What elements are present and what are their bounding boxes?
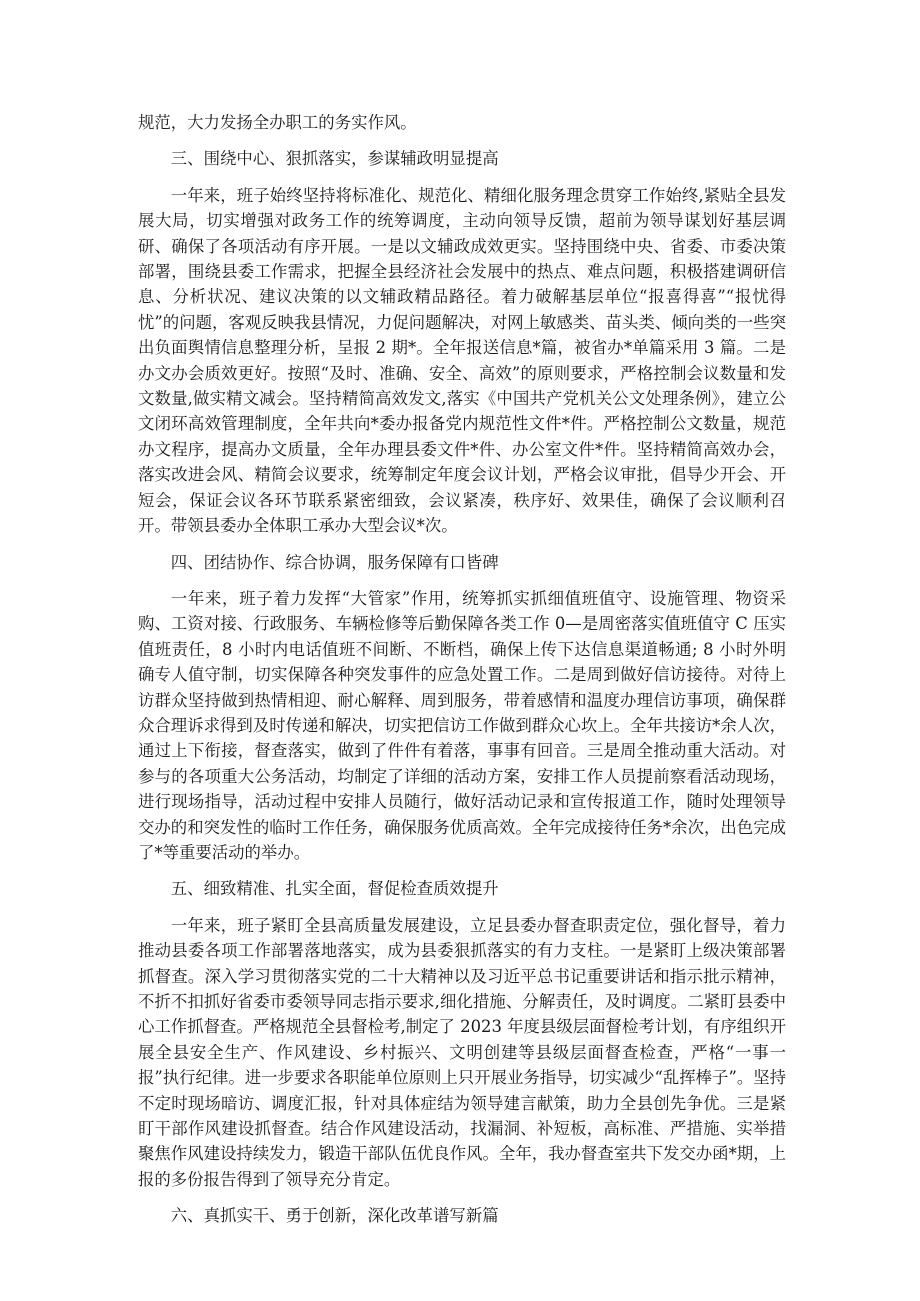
- section-body-5: 一年来，班子紧盯全县高质量发展建设，立足县委办督查职责定位，强化督导，着力推动县委各项工作部署落地落实，成为县委狠抓落实的有力支柱。一是紧盯上级决策部署抓督查。深入学习贯彻落实党的二十大精神以及习近平总书记重要讲话和指示批示精神，不折不扣抓好省委市委领导同志指示要求,细化措施、分解责任，及时调度。二紧盯县委中心工作抓督查。严格规范全县督检考,制定了 2023 年度县级层面督检考计划，有序组织开展全县安全生产、作风建设、乡村振兴、文明创建等县级层面督查检查，严格“一事一报”执行纪律。进一步要求各职能单位原则上只开展业务指导，切实减少“乱挥棒子”。坚持不定时现场暗访、调度汇报，针对具体症结为领导建言献策，助力全县创先争优。三是紧盯干部作风建设抓督查。结合作风建设活动，找漏洞、补短板，高标准、严措施、实举措聚焦作风建设持续发力，锻造干部队伍优良作风。全年，我办督查室共下发交办函*期，上报的多份报告得到了领导充分肯定。: [138, 915, 786, 1189]
- section-heading-4: 四、团结协作、综合协调，服务保障有口皆碑: [170, 552, 499, 572]
- section-heading-5: 五、细致精准、扎实全面，督促检查质效提升: [170, 879, 499, 899]
- section-heading-6: 六、真抓实干、勇于创新，深化改革谱写新篇: [170, 1206, 499, 1226]
- paragraph-continuation: 规范，大力发扬全办职工的务实作风。: [138, 113, 417, 132]
- section-body-4: 一年来，班子着力发挥“大管家”作用，统筹抓实抓细值班值守、设施管理、物资采购、工资对接、行政服务、车辆检修等后勤保障各类工作 0—是周密落实值班值守 C 压实值班责任，8 小时内电话值班不间断、不断档，确保上传下达信息渠道畅通; 8 小时外明确专人值守制，切实保障各种突发事件的应急处置工作。二是周到做好信访接待。对待上访群众坚持做到热情相迎、耐心解释、周到服务，带着感情和温度办理信访事项，确保群众合理诉求得到及时传递和解决，切实把信访工作做到群众心坎上。全年共接访*余人次，通过上下衔接，督查落实，做到了件件有着落，事事有回音。三是周全推动重大活动。对参与的各项重大公务活动，均制定了详细的活动方案，安排工作人员提前察看活动现场，进行现场指导，活动过程中安排人员随行，做好活动记录和宣传报道工作，随时处理领导交办的和突发性的临时工作任务，确保服务优质高效。全年完成接待任务*余次，出色完成了*等重要活动的举办。: [138, 588, 786, 862]
- document-body: [138, 110, 786, 1240]
- section-body-3: 一年来，班子始终坚持将标准化、规范化、精细化服务理念贯穿工作始终,紧贴全县发展大局，切实增强对政务工作的统筹调度，主动向领导反馈，超前为领导谋划好基层调研、确保了各项活动有序开展。一是以文辅政成效更实。坚持围绕中央、省委、市委决策部署，围绕县委工作需求，把握全县经济社会发展中的热点、难点问题，积极搭建调研信息、分析状况、建议决策的以文辅政精品路径。着力破解基层单位“报喜得喜”“报忧得忧”的问题，客观反映我县情况，力促问题解决，对网上敏感类、苗头类、倾向类的一些突出负面舆情信息整理分析，呈报 2 期*。全年报送信息*篇，被省办*单篇采用 3 篇。二是办文办会质效更好。按照“及时、准确、安全、高效”的原则要求，严格控制会议数量和发文数量,做实精文减会。坚持精简高效发文,落实《中国共产党机关公文处理条例》，建立公文闭环高效管理制度，全年共向*委办报备党内规范性文件*件。严格控制公文数量，规范办文程序，提高办文质量，全年办理县委文件*件、办公室文件*件。坚持精简高效办会，落实改进会风、精简会议要求，统筹制定年度会议计划，严格会议审批，倡导少开会、开短会，保证会议各环节联系紧密细致，会议紧凑，秩序好、效果佳，确保了会议顺利召开。带领县委办全体职工承办大型会议*次。: [138, 185, 786, 536]
- section-heading-3: 三、围绕中心、狠抓落实，参谋辅政明显提高: [170, 149, 499, 169]
